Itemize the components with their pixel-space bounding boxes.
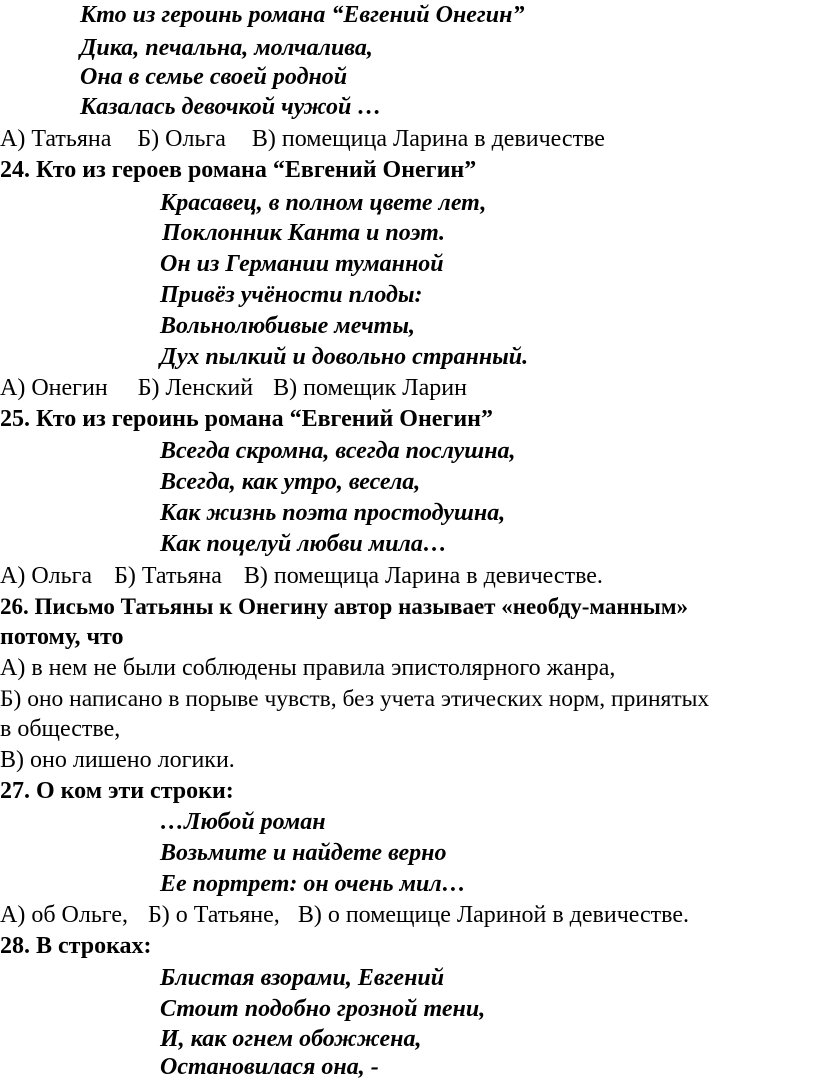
answer-options xyxy=(0,900,689,930)
option-b: Б) Ольга xyxy=(137,126,226,152)
option-c: В) о помещице Лариной в девичестве. xyxy=(297,902,689,928)
verse-line: Поклонник Канта и поэт. xyxy=(162,220,446,246)
verse-line: Дух пылкий и довольно странный. xyxy=(160,344,529,370)
answer-options xyxy=(0,124,605,154)
option-b: Б) о Татьяне, xyxy=(147,902,280,928)
question-24: 24. Кто из героев романа “Евгений Онегин” xyxy=(0,157,477,183)
answer-a: А) в нем не были соблюдены правила эпистолярного жанра, xyxy=(0,655,616,681)
verse-line: И, как огнем обожжена, xyxy=(160,1026,422,1052)
question-26: 26. Письмо Татьяны к Онегину автор называет «необду-манным» xyxy=(0,594,689,619)
question-25: 25. Кто из героинь романа “Евгений Онегин” xyxy=(0,406,493,432)
question-28: 28. В строках: xyxy=(0,933,152,959)
verse-line: Остановилася она, - xyxy=(160,1054,379,1080)
verse-line: Привёз учёности плоды: xyxy=(160,282,423,308)
option-b: Б) Татьяна xyxy=(114,563,222,589)
verse-line: Возьмите и найдете верно xyxy=(160,840,447,866)
verse-line: Он из Германии туманной xyxy=(160,251,444,277)
option-c: В) помещик Ларин xyxy=(273,375,467,401)
verse-line: Кто из героинь романа “Евгений Онегин” xyxy=(80,2,525,28)
verse-line: Как поцелуй любви мила… xyxy=(160,531,447,557)
verse-line: …Любой роман xyxy=(160,809,326,835)
option-a: А) Татьяна xyxy=(0,126,112,152)
answer-options xyxy=(0,373,467,403)
answer-b: Б) оно написано в порыве чувств, без учета этических норм, принятых xyxy=(0,686,710,712)
verse-line: Всегда скромна, всегда послушна, xyxy=(160,438,516,464)
question-27: 27. О ком эти строки: xyxy=(0,778,234,804)
option-a: А) об Ольге, xyxy=(0,902,128,928)
verse-line: Вольнолюбивые мечты, xyxy=(160,313,415,339)
answer-c: В) оно лишено логики. xyxy=(0,747,235,773)
option-a: А) Онегин xyxy=(0,375,108,401)
verse-line: Ее портрет: он очень мил… xyxy=(160,871,466,897)
option-c: В) помещица Ларина в девичестве. xyxy=(243,563,603,589)
question-26-cont: потому, что xyxy=(0,624,124,650)
verse-line: Она в семье своей родной xyxy=(80,64,348,90)
verse-line: Блистая взорами, Евгений xyxy=(160,965,445,991)
answer-options xyxy=(0,561,603,591)
verse-line: Казалась девочкой чужой … xyxy=(80,94,382,120)
verse-line: Красавец, в полном цвете лет, xyxy=(160,190,487,216)
verse-line: Как жизнь поэта простодушна, xyxy=(160,500,506,526)
verse-line: Стоит подобно грозной тени, xyxy=(160,996,486,1022)
option-a: А) Ольга xyxy=(0,563,93,589)
option-b: Б) Ленский xyxy=(137,375,254,401)
answer-b-cont: в обществе, xyxy=(0,716,121,742)
option-c: В) помещица Ларина в девичестве xyxy=(251,126,605,152)
verse-line: Всегда, как утро, весела, xyxy=(160,469,421,495)
verse-line: Дика, печальна, молчалива, xyxy=(80,35,373,61)
